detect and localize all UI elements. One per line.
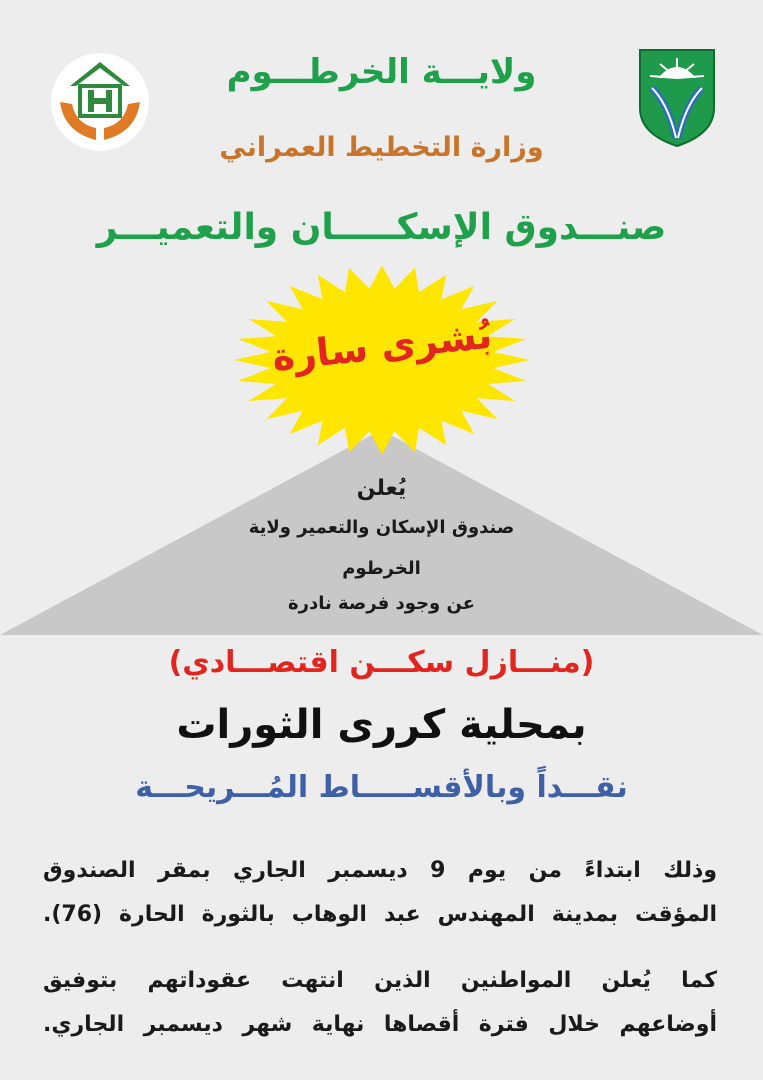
offer-title: (منـــازل سكـــن اقتصـــادي): [168, 645, 595, 680]
details-paragraph-1-line-2: المؤقت بمدينة المهندس عبد الوهاب بالثورة الحارة (76).: [43, 902, 717, 927]
announce-line-3: عن وجود فرصة نادرة: [287, 593, 475, 614]
details-paragraph-1-line-1: وذلك ابتداءً من يوم 9 ديسمبر الجاري بمقر الصندوق: [43, 858, 717, 883]
good-news-headline: بُشرى سارة: [270, 312, 494, 380]
state-title: ولايـــة الخرطـــوم: [226, 52, 537, 92]
details-paragraph-2-line-2: أوضاعهم خلال فترة أقصاها نهاية شهر ديسمبر الجاري.: [43, 1012, 717, 1037]
payment-terms: نقـــداً وبالأقســـــاط المُـــريحـــة: [135, 770, 628, 805]
location-title: بمحلية كررى الثورات: [176, 702, 587, 748]
announce-line-1: صندوق الإسكان والتعمير ولاية: [248, 517, 515, 538]
details-paragraph-2-line-1: كما يُعلن المواطنين الذين انتهت عقوداتهم بتوفيق: [43, 968, 717, 993]
announce-line-2: الخرطوم: [342, 558, 421, 579]
fund-title: صنـــدوق الإسكـــــان والتعميـــر: [96, 207, 667, 248]
ministry-title: وزارة التخطيط العمراني: [219, 132, 544, 163]
announce-lead: يُعلن: [356, 476, 407, 501]
